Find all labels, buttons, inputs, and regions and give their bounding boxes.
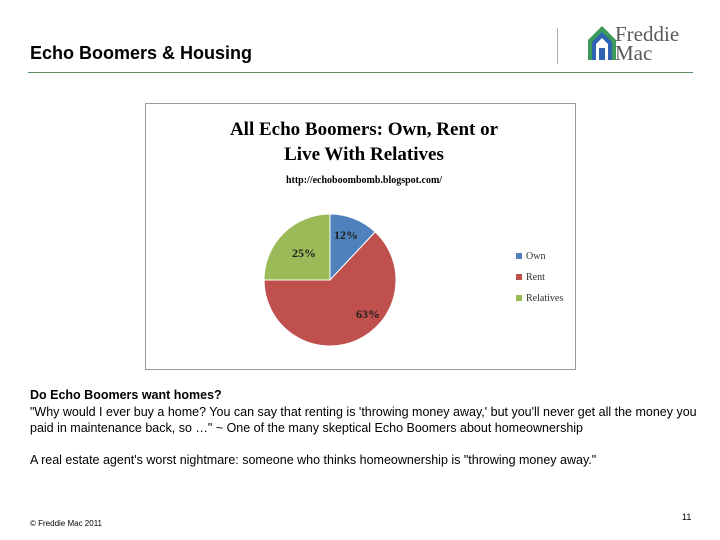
house-icon [588, 26, 616, 60]
legend-label-relatives: Relatives [526, 293, 564, 304]
copyright: © Freddie Mac 2011 [30, 519, 103, 528]
legend-label-own: Own [526, 251, 546, 262]
freddie-mac-logo [588, 24, 698, 66]
legend-swatch-relatives [516, 295, 522, 301]
legend-label-rent: Rent [526, 272, 545, 283]
summary-text: A real estate agent's worst nightmare: someone who thinks homeownership is "throwing money away." [30, 452, 597, 467]
legend-swatch-own [516, 253, 522, 259]
slice-label-rent: 63% [356, 307, 380, 321]
logo-word-1: Freddie [615, 22, 680, 46]
body-text [30, 387, 700, 468]
chart-title-line1: All Echo Boomers: Own, Rent or [229, 119, 499, 140]
legend-swatch-rent [516, 274, 522, 280]
chart-source: http://echoboombomb.blogspot.com/ [285, 175, 443, 186]
title-rule [28, 72, 693, 73]
logo-divider [557, 28, 558, 64]
slide-title: Echo Boomers & Housing [30, 43, 253, 63]
question-heading: Do Echo Boomers want homes? [30, 388, 222, 402]
chart-title-line2: Live With Relatives [284, 144, 444, 165]
slice-label-relatives: 25% [292, 246, 316, 260]
quote-text: "Why would I ever buy a home? You can say that renting is 'throwing money away,' but you'll never get all the money you paid in maintenance back, so …" ~ One of the many skeptical Echo Boomers about homeownership [30, 404, 697, 435]
page-number: 11 [682, 512, 692, 522]
slice-label-own: 12% [334, 228, 358, 242]
logo-word-2: Mac [615, 41, 653, 65]
chart-frame [145, 103, 576, 370]
pie-chart [146, 104, 575, 369]
